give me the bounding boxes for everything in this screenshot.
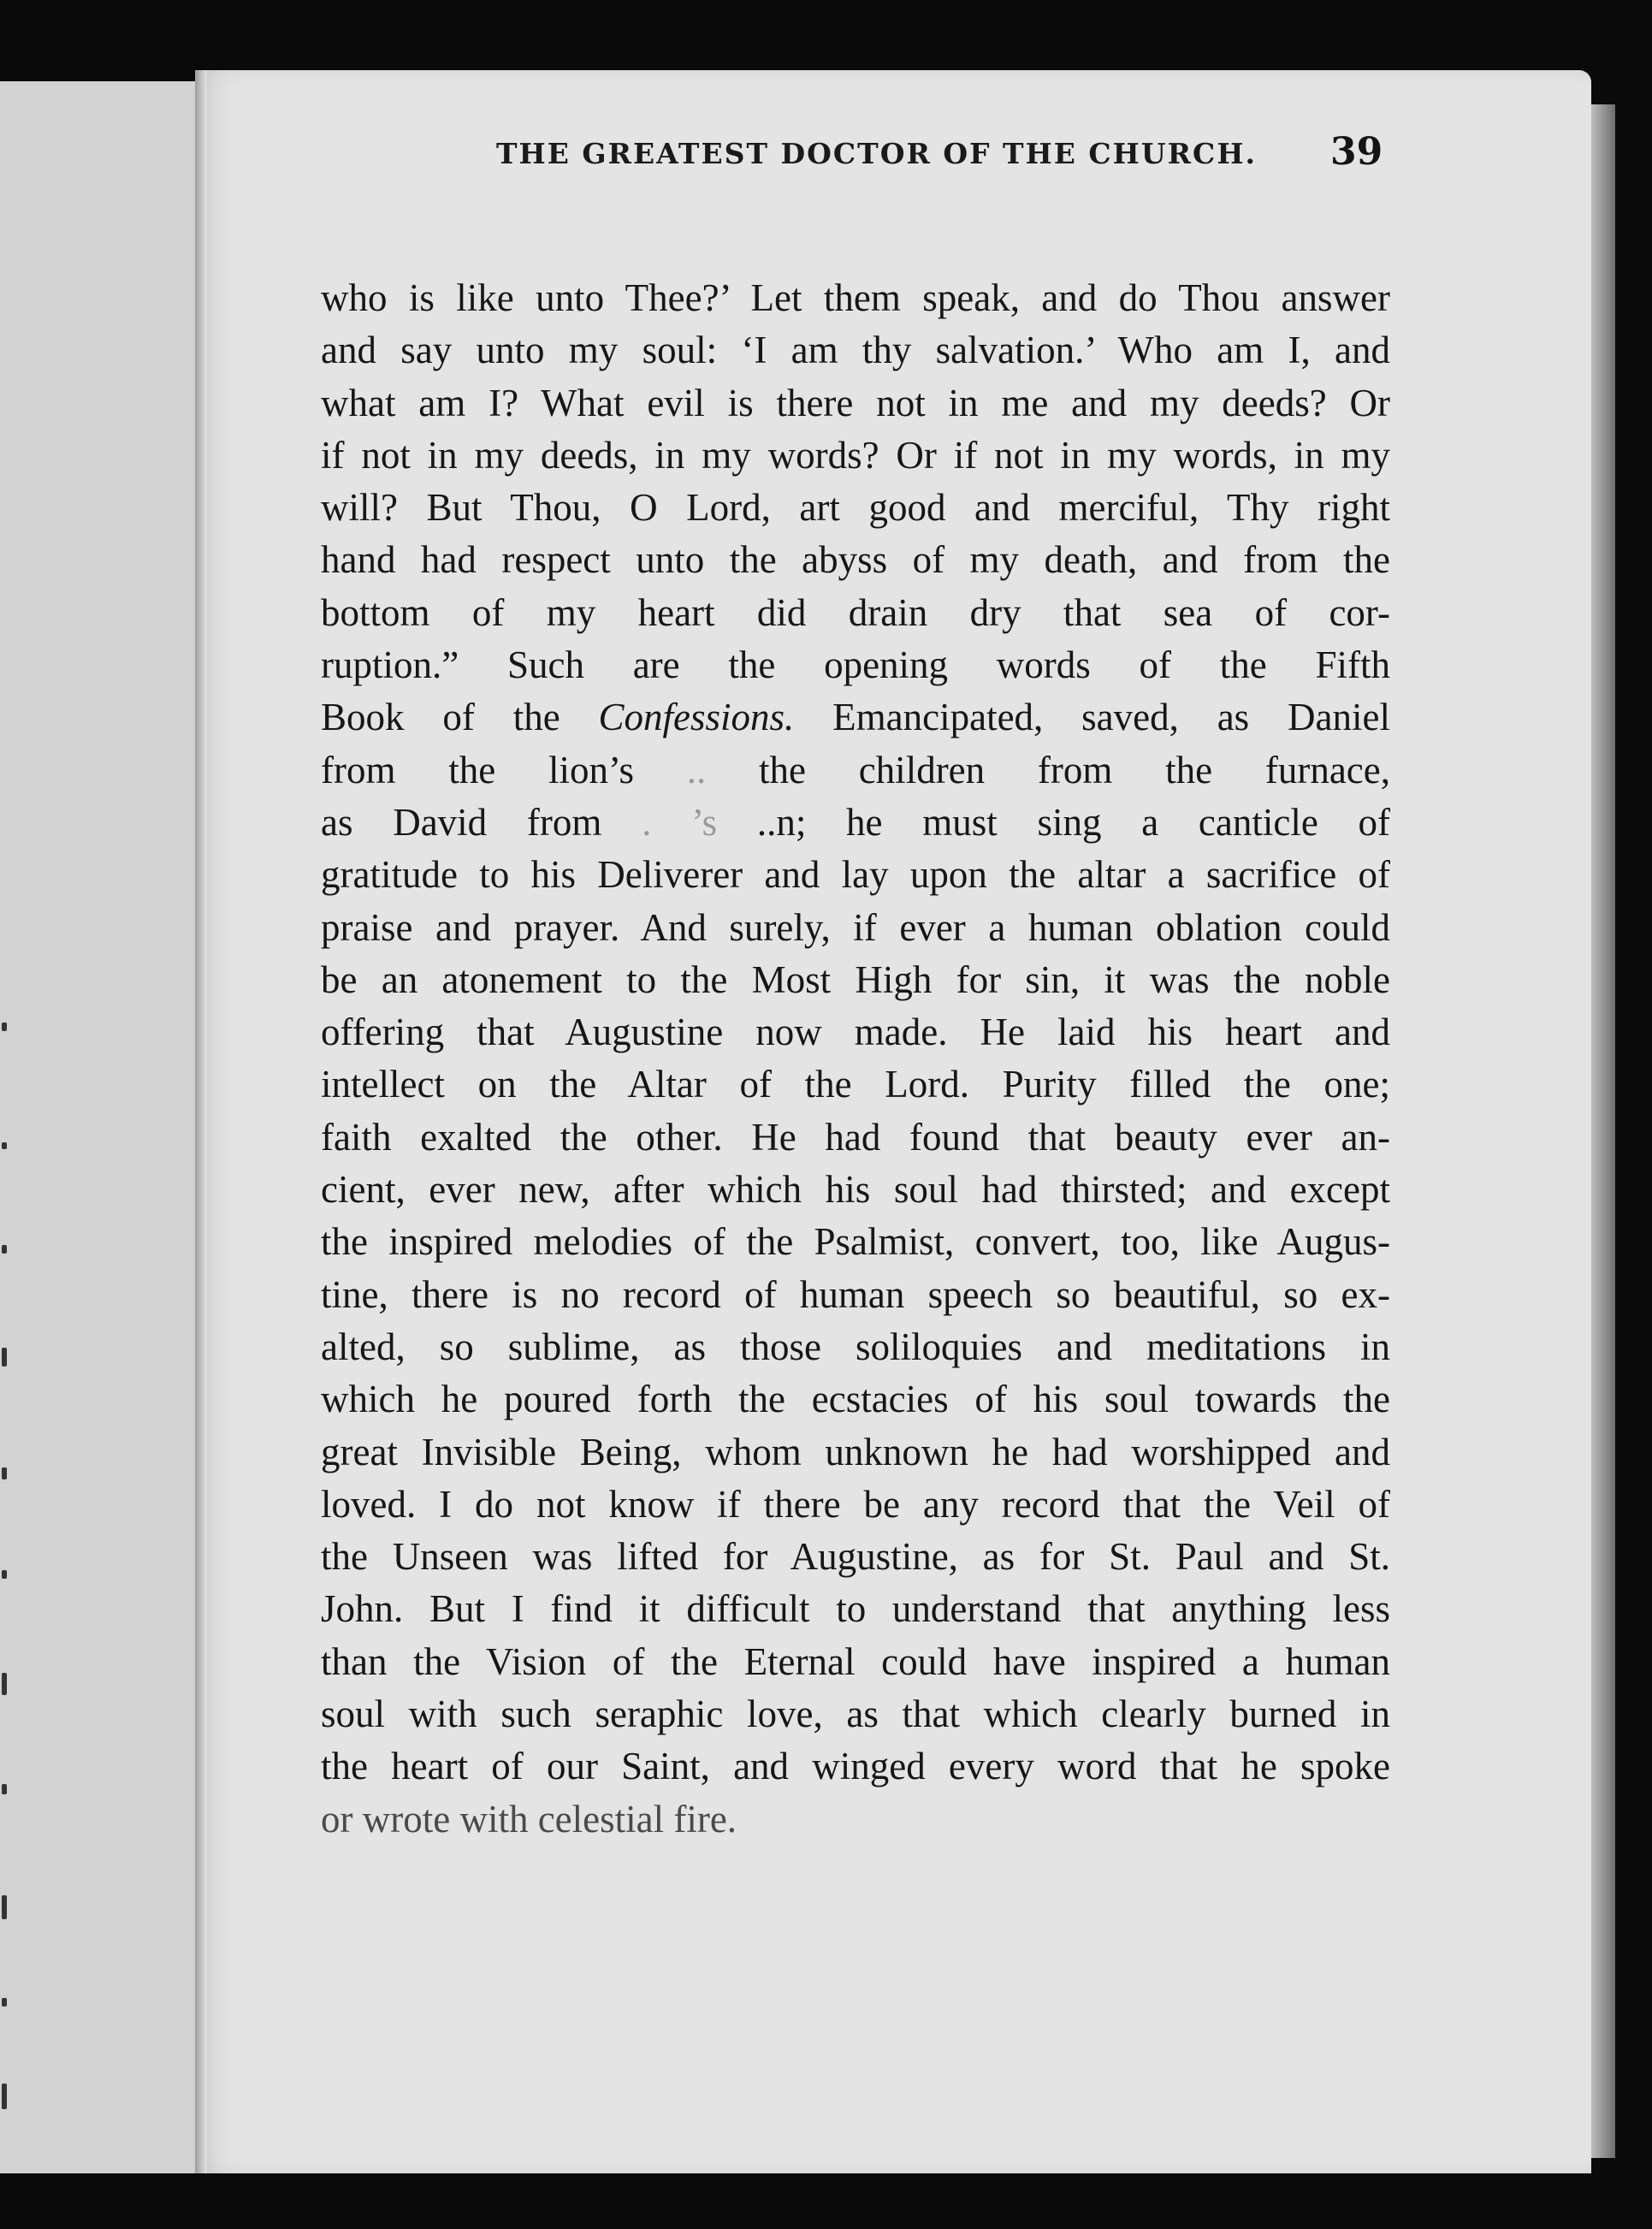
- text-line: be an atonement to the Most High for sin, it was the noble: [321, 957, 1390, 1001]
- text-line: loved. I do not know if there be any record that the Veil of: [321, 1482, 1390, 1526]
- text-line: the inspired melodies of the Psalmist, convert, too, like Augus-: [321, 1220, 1390, 1264]
- text-line: hand had respect unto the abyss of my death, and from the: [321, 538, 1390, 582]
- text-line: offering that Augustine now made. He laid his heart and: [321, 1011, 1390, 1054]
- page-edge-shadow: [1591, 104, 1615, 2158]
- text-line: praise and prayer. And surely, if ever a human oblation could: [321, 905, 1390, 949]
- text-line: [321, 744, 1390, 797]
- text-line: the heart of our Saint, and winged every word that he spoke: [321, 1745, 1390, 1788]
- text-line: [321, 797, 1390, 849]
- text-line: tine, there is no record of human speech so beautiful, so ex-: [321, 1272, 1390, 1316]
- text-line: who is like unto Thee?’ Let them speak, and do Thou answer: [321, 276, 1390, 319]
- page-header: [299, 130, 1386, 199]
- text-line: or wrote with celestial fire.: [321, 1797, 737, 1841]
- text-line: will? But Thou, O Lord, art good and merciful, Thy right: [321, 486, 1390, 530]
- text-line: great Invisible Being, whom unknown he had worshipped and: [321, 1430, 1390, 1473]
- text-line: alted, so sublime, as those soliloquies and meditations in: [321, 1325, 1390, 1368]
- text-line: which he poured forth the ecstacies of his soul towards the: [321, 1378, 1390, 1421]
- text-line: if not in my deeds, in my words? Or if not in my words, in my: [321, 433, 1390, 477]
- text-segment: as David from: [321, 800, 642, 844]
- text-segment: Book of the: [321, 696, 599, 739]
- body-text: [321, 272, 1390, 1846]
- illegible-text: ..: [686, 748, 707, 791]
- text-segment: ..n; he must sing a canticle of: [717, 800, 1391, 844]
- text-line: and say unto my soul: ‘I am thy salvation.’ Who am I, and: [321, 329, 1390, 372]
- text-segment: Emancipated, saved, as Daniel: [794, 696, 1390, 739]
- illegible-text: . ’s: [642, 800, 718, 844]
- text-line: soul with such seraphic love, as that which clearly burned in: [321, 1692, 1390, 1736]
- facing-page-text-edge: [0, 1023, 26, 2135]
- text-line: [321, 691, 1390, 744]
- text-line: ruption.” Such are the opening words of the Fifth: [321, 643, 1390, 687]
- italic-title: Confessions.: [598, 696, 795, 739]
- text-line: John. But I find it difficult to understand that anything less: [321, 1587, 1390, 1631]
- text-line: than the Vision of the Eternal could have inspired a human: [321, 1639, 1390, 1683]
- text-segment: from the lion’s: [321, 748, 687, 791]
- text-segment: the children from the furnace,: [706, 748, 1390, 791]
- text-line: what am I? What evil is there not in me and my deeds? Or: [321, 381, 1390, 424]
- text-line: the Unseen was lifted for Augustine, as for St. Paul and St.: [321, 1535, 1390, 1579]
- facing-page-edge: [0, 81, 195, 2173]
- text-line: bottom of my heart did drain dry that sea of cor-: [321, 590, 1390, 634]
- text-line: cient, ever new, after which his soul had thirsted; and except: [321, 1168, 1390, 1212]
- text-line: intellect on the Altar of the Lord. Purity filled the one;: [321, 1063, 1390, 1106]
- text-line: faith exalted the other. He had found that beauty ever an-: [321, 1115, 1390, 1159]
- page-gutter: [195, 70, 207, 2173]
- page-number: 39: [1330, 130, 1383, 174]
- running-title: THE GREATEST DOCTOR OF THE CHURCH.: [496, 137, 1257, 170]
- text-line: gratitude to his Deliverer and lay upon the altar a sacrifice of: [321, 853, 1390, 897]
